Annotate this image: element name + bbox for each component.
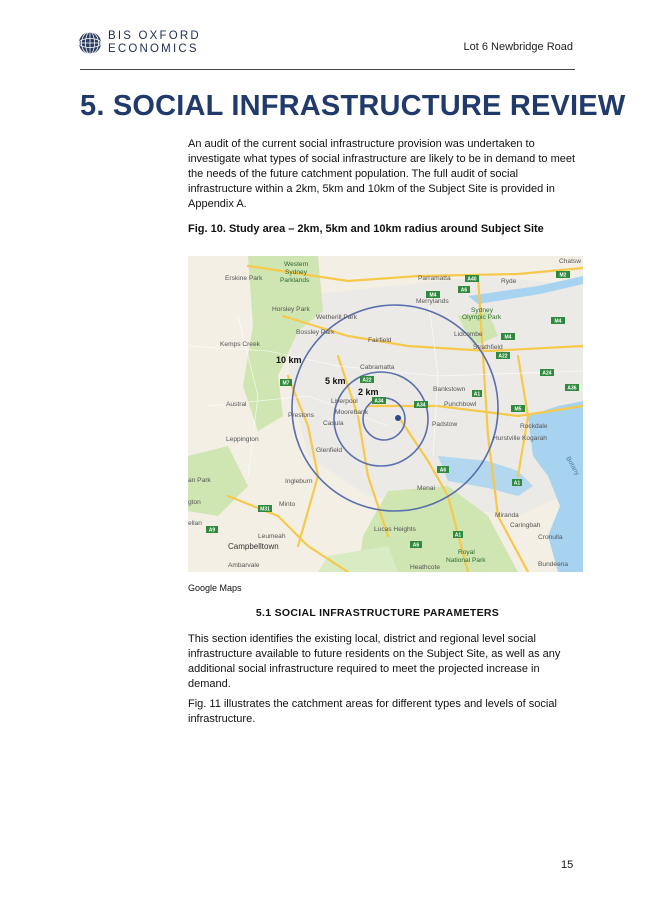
radius-label-10km: 10 km <box>276 355 302 365</box>
map-label: Hurstville Kogarah <box>493 435 547 442</box>
map-label: ellan <box>188 520 202 527</box>
map-label: Erskine Park <box>225 275 263 282</box>
map-label: Liverpool <box>331 398 358 405</box>
road-shield <box>511 405 525 413</box>
map-label: Austral <box>226 401 247 408</box>
road-shield <box>453 531 463 539</box>
svg-text:A36: A36 <box>567 385 577 392</box>
logo-line-2: ECONOMICS <box>108 43 199 55</box>
svg-text:M4: M4 <box>429 292 437 299</box>
map-label: Fairfield <box>368 337 392 344</box>
section-paragraph-1: This section identifies the existing local, district and regional level social infrastructure available to future residents on the Subject Site, as well as any additional social infrastructure required to meet the projected increase in demand. <box>188 633 561 690</box>
map-label: Ingleburn <box>285 478 313 485</box>
figure-caption: Fig. 10. Study area – 2km, 5km and 10km radius around Subject Site <box>188 223 544 235</box>
map-label: Sydney <box>285 269 307 276</box>
road-shield <box>565 384 579 392</box>
map-label: Kemps Creek <box>220 341 260 348</box>
study-area-map <box>188 256 583 572</box>
logo-line-1: BIS OXFORD <box>108 30 201 42</box>
map-label: Menai <box>417 485 435 492</box>
radius-label-2km: 2 km <box>358 387 379 397</box>
map-label: Moorebank <box>335 409 368 416</box>
road-shield <box>458 286 470 294</box>
road-shield <box>465 275 479 283</box>
svg-text:A24: A24 <box>542 370 552 377</box>
map-label: Rockdale <box>520 423 548 430</box>
map-label: Bankstown <box>433 386 466 393</box>
map-label: Ambarvale <box>228 562 260 569</box>
svg-text:A6: A6 <box>439 467 447 474</box>
map-label: Padstow <box>432 421 458 428</box>
map-label: Cabramatta <box>360 364 395 371</box>
svg-text:M2: M2 <box>559 272 567 279</box>
svg-text:A6: A6 <box>412 542 420 549</box>
map-label: Punchbowl <box>444 401 477 408</box>
figure-source: Google Maps <box>188 583 242 593</box>
map-label: Western <box>284 261 309 268</box>
map-label: Parklands <box>280 277 310 284</box>
map-label: Bossley Park <box>296 329 335 336</box>
map-label: Parramatta <box>418 275 451 282</box>
radius-label-5km: 5 km <box>325 376 346 386</box>
map-label: an Park <box>188 477 211 484</box>
svg-text:A1: A1 <box>473 391 481 398</box>
road-shield <box>556 271 570 279</box>
map-label: Casula <box>323 420 344 427</box>
map-label: Minto <box>279 501 296 508</box>
road-shield <box>472 390 482 398</box>
svg-text:A1: A1 <box>454 532 462 539</box>
svg-text:A34: A34 <box>374 398 384 405</box>
svg-text:A6: A6 <box>460 287 468 294</box>
svg-text:A22: A22 <box>498 353 508 360</box>
map-label: Royal <box>458 549 475 556</box>
road-shield <box>360 376 374 384</box>
road-shield <box>551 317 565 325</box>
company-logo <box>78 30 201 56</box>
map-label: Wetherill Park <box>316 314 357 321</box>
page-number: 15 <box>561 859 574 871</box>
map-label: Olympic Park <box>462 314 502 321</box>
road-shield <box>512 479 522 487</box>
road-shield <box>437 466 449 474</box>
map-label: National Park <box>446 557 486 564</box>
road-shield <box>410 541 422 549</box>
map-label: Merrylands <box>416 298 449 305</box>
map-label: Horsley Park <box>272 306 310 313</box>
road-shield <box>414 401 428 409</box>
intro-paragraph: An audit of the current social infrastructure provision was undertaken to investigate what types of social infrastructure are likely to be in demand to meet the needs of the future catchment population. The full audit of social infrastructure within a 2km, 5km and 10km of the Subject Site is provided in Appendix A. <box>188 138 576 210</box>
road-shield <box>206 526 218 534</box>
svg-text:M5: M5 <box>514 406 522 413</box>
map-label: Strathfield <box>473 344 503 351</box>
section-heading: 5.1 SOCIAL INFRASTRUCTURE PARAMETERS <box>255 607 500 619</box>
svg-text:A40: A40 <box>467 276 477 283</box>
svg-text:M4: M4 <box>554 318 562 325</box>
road-shield <box>501 333 515 341</box>
map-label: gton <box>188 499 201 506</box>
road-shield <box>280 379 292 387</box>
map-label: Lucas Heights <box>374 526 416 533</box>
map-label: Heathcote <box>410 564 441 571</box>
road-shield <box>496 352 510 360</box>
section-paragraph-2: Fig. 11 illustrates the catchment areas for different types and levels of social infrastructure. <box>188 698 557 725</box>
map-label: Leumeah <box>258 533 286 540</box>
svg-text:A34: A34 <box>416 402 426 409</box>
svg-text:M7: M7 <box>282 380 290 387</box>
header-project-name: Lot 6 Newbridge Road <box>463 41 573 53</box>
svg-text:A22: A22 <box>362 377 372 384</box>
map-label: Ryde <box>501 278 517 285</box>
map-label: Miranda <box>495 512 519 519</box>
globe-icon <box>78 31 102 55</box>
road-shield <box>372 397 386 405</box>
road-shield <box>258 505 272 513</box>
map-label: Botany <box>564 455 581 477</box>
map-label: Caringbah <box>510 522 541 529</box>
map-label: Prestons <box>288 412 315 419</box>
map-label: Cronulla <box>538 534 563 541</box>
header-divider <box>80 69 575 70</box>
map-label: Sydney <box>471 307 493 314</box>
road-shield <box>540 369 554 377</box>
map-label: Glenfield <box>316 447 343 454</box>
map-label: Lidcombe <box>454 331 483 338</box>
svg-text:A1: A1 <box>513 480 521 487</box>
svg-text:A9: A9 <box>208 527 216 534</box>
map-label: Campbelltown <box>228 542 279 551</box>
svg-text:M31: M31 <box>260 506 270 513</box>
svg-text:M4: M4 <box>504 334 512 341</box>
map-label: Leppington <box>226 436 259 443</box>
map-label: Bundeena <box>538 561 569 568</box>
page-title: 5. SOCIAL INFRASTRUCTURE REVIEW <box>80 90 626 122</box>
map-label: Chatsw <box>559 258 581 265</box>
